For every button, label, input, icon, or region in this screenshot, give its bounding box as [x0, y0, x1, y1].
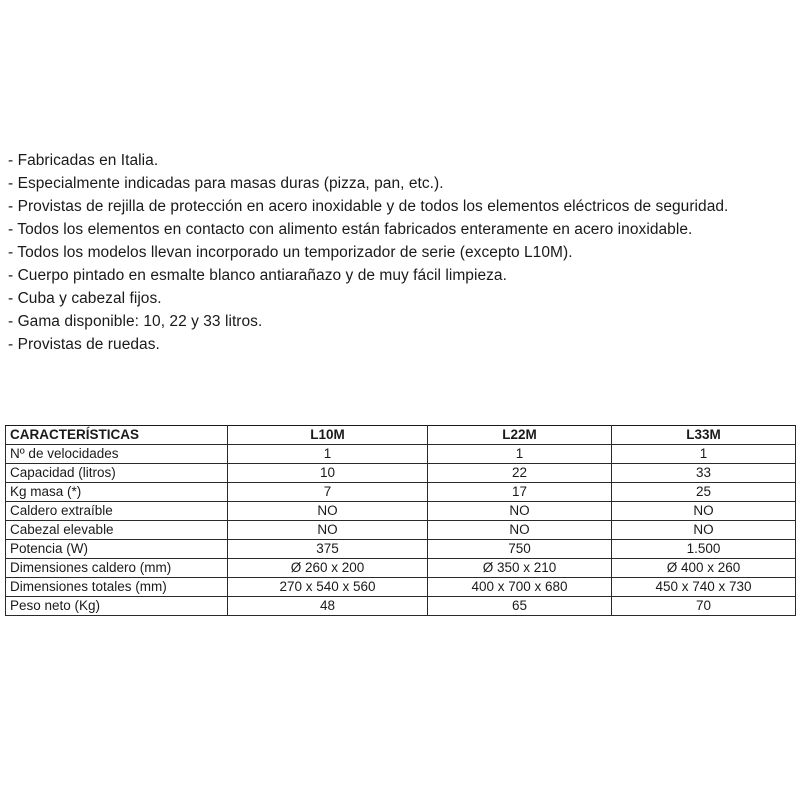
feature-item: - Especialmente indicadas para masas duras (pizza, pan, etc.). — [8, 175, 444, 192]
cell-value: 22 — [428, 464, 612, 483]
cell-value: Ø 260 x 200 — [228, 559, 428, 578]
cell-value: 450 x 740 x 730 — [612, 578, 796, 597]
column-header-characteristics: CARACTERÍSTICAS — [6, 426, 228, 445]
column-header-l10m: L10M — [228, 426, 428, 445]
row-label: Dimensiones caldero (mm) — [6, 559, 228, 578]
column-header-l22m: L22M — [428, 426, 612, 445]
cell-value: NO — [612, 521, 796, 540]
cell-value: 1.500 — [612, 540, 796, 559]
cell-value: 25 — [612, 483, 796, 502]
cell-value: Ø 400 x 260 — [612, 559, 796, 578]
feature-item: - Provistas de rejilla de protección en acero inoxidable y de todos los elementos eléctricos de seguridad. — [8, 198, 729, 215]
cell-value: 7 — [228, 483, 428, 502]
specs-table — [5, 425, 796, 616]
row-label: Peso neto (Kg) — [6, 597, 228, 616]
feature-item: - Cuerpo pintado en esmalte blanco antiarañazo y de muy fácil limpieza. — [8, 267, 507, 284]
feature-item: - Cuba y cabezal fijos. — [8, 290, 162, 307]
cell-value: NO — [428, 502, 612, 521]
cell-value: 1 — [228, 445, 428, 464]
table-row — [6, 502, 796, 521]
table-row — [6, 521, 796, 540]
feature-item: - Todos los modelos llevan incorporado un temporizador de serie (excepto L10M). — [8, 244, 573, 261]
cell-value: 375 — [228, 540, 428, 559]
cell-value: NO — [228, 521, 428, 540]
cell-value: NO — [228, 502, 428, 521]
table-row — [6, 445, 796, 464]
feature-item: - Fabricadas en Italia. — [8, 152, 159, 169]
cell-value: 48 — [228, 597, 428, 616]
specs-header-row — [6, 426, 796, 445]
cell-value: 65 — [428, 597, 612, 616]
cell-value: 33 — [612, 464, 796, 483]
table-row — [6, 597, 796, 616]
cell-value: 17 — [428, 483, 612, 502]
feature-list — [8, 149, 798, 356]
cell-value: 10 — [228, 464, 428, 483]
row-label: Potencia (W) — [6, 540, 228, 559]
cell-value: 1 — [612, 445, 796, 464]
table-row — [6, 578, 796, 597]
table-row — [6, 559, 796, 578]
row-label: Dimensiones totales (mm) — [6, 578, 228, 597]
cell-value: 1 — [428, 445, 612, 464]
cell-value: NO — [428, 521, 612, 540]
cell-value: 70 — [612, 597, 796, 616]
row-label: Kg masa (*) — [6, 483, 228, 502]
feature-item: - Provistas de ruedas. — [8, 336, 160, 353]
column-header-l33m: L33M — [612, 426, 796, 445]
cell-value: 750 — [428, 540, 612, 559]
feature-item: - Gama disponible: 10, 22 y 33 litros. — [8, 313, 263, 330]
row-label: Nº de velocidades — [6, 445, 228, 464]
table-row — [6, 483, 796, 502]
cell-value: 400 x 700 x 680 — [428, 578, 612, 597]
row-label: Capacidad (litros) — [6, 464, 228, 483]
table-row — [6, 464, 796, 483]
cell-value: Ø 350 x 210 — [428, 559, 612, 578]
row-label: Cabezal elevable — [6, 521, 228, 540]
feature-item: - Todos los elementos en contacto con alimento están fabricados enteramente en acero inoxidable. — [8, 221, 693, 238]
cell-value: NO — [612, 502, 796, 521]
cell-value: 270 x 540 x 560 — [228, 578, 428, 597]
row-label: Caldero extraíble — [6, 502, 228, 521]
table-row — [6, 540, 796, 559]
